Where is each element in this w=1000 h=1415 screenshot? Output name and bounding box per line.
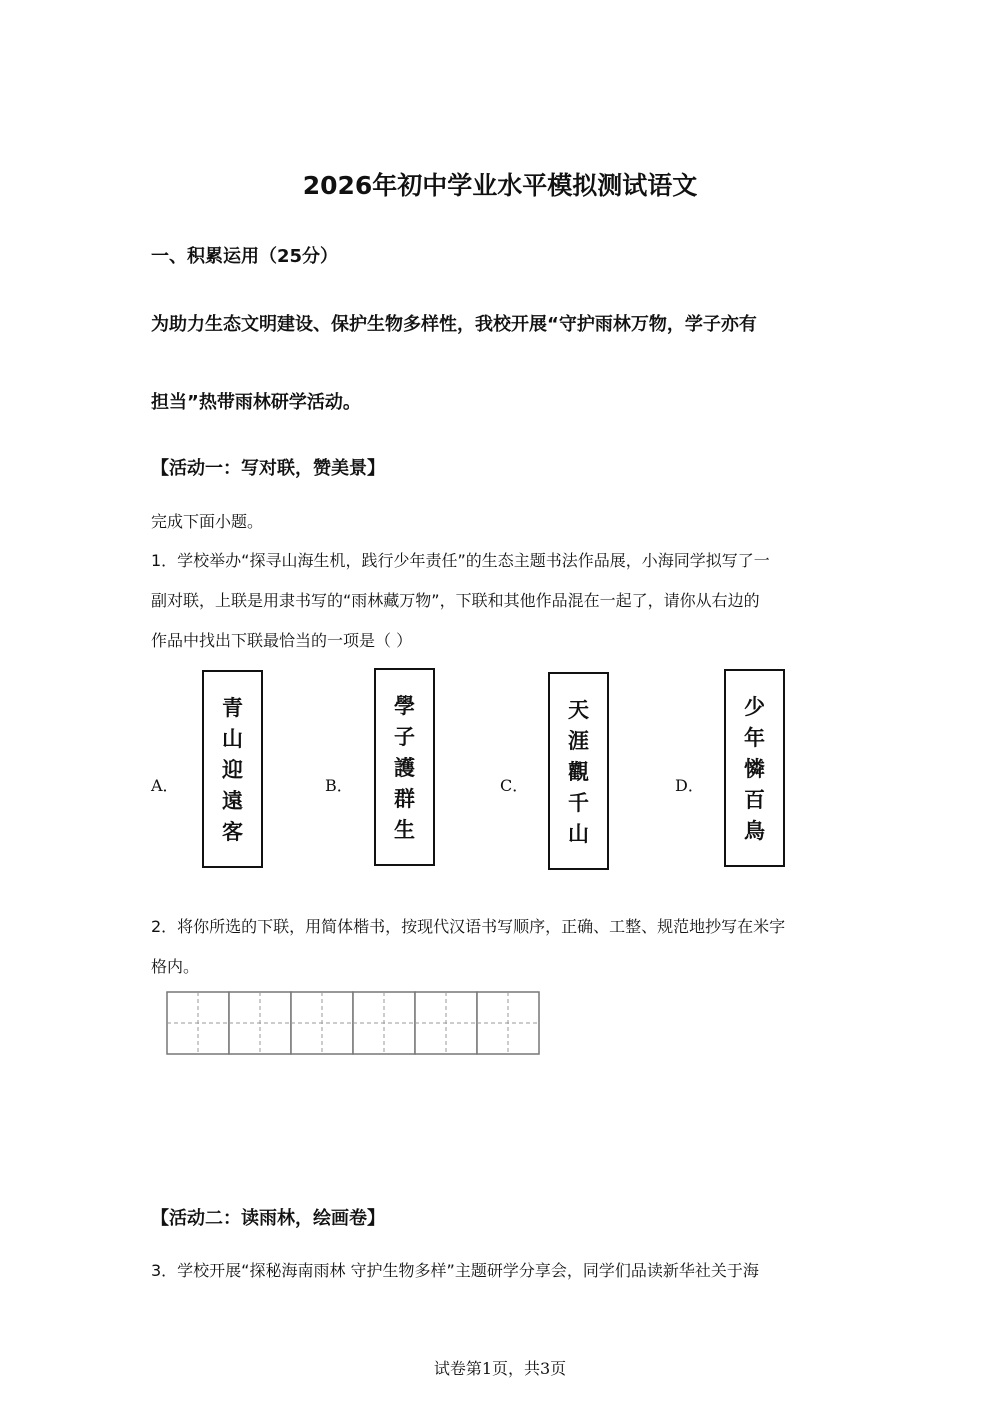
grid-cell[interactable] [353, 992, 415, 1054]
option-c-label[interactable]: C． [500, 776, 529, 795]
activity-two-heading: 【活动二：读雨林，绘画卷】 [151, 1208, 385, 1229]
instruction-text: 完成下面小题。 [151, 512, 264, 531]
mizige-grid[interactable] [166, 991, 540, 1055]
intro-line-2: 担当”热带雨林研学活动。 [151, 392, 361, 413]
scroll-char: 年 [744, 724, 765, 750]
question-2-line-1: 2．将你所选的下联，用简体楷书，按现代汉语书写顺序，正确、工整、规范地抄写在米字 [151, 917, 786, 936]
scroll-char: 迎 [222, 756, 243, 782]
scroll-char: 憐 [744, 755, 765, 781]
scroll-char: 鳥 [744, 817, 765, 843]
intro-line-1: 为助力生态文明建设、保护生物多样性，我校开展“守护雨林万物，学子亦有 [151, 314, 757, 335]
scroll-char: 山 [222, 725, 243, 751]
grid-cell[interactable] [291, 992, 353, 1054]
scroll-char: 群 [394, 785, 415, 811]
scroll-char: 護 [394, 754, 415, 780]
option-c-scroll[interactable] [548, 672, 609, 870]
scroll-char: 百 [744, 786, 765, 812]
scroll-char: 生 [394, 816, 415, 842]
option-d-scroll[interactable] [724, 669, 785, 867]
scroll-char: 山 [568, 820, 589, 846]
scroll-char: 學 [394, 692, 415, 718]
scroll-char: 遠 [222, 787, 243, 813]
grid-cell[interactable] [415, 992, 477, 1054]
section-heading: 一、积累运用（25分） [151, 246, 339, 267]
grid-cell[interactable] [229, 992, 291, 1054]
scroll-char: 涯 [568, 727, 589, 753]
grid-cell[interactable] [167, 992, 229, 1054]
scroll-char: 青 [222, 694, 243, 720]
option-d-label[interactable]: D． [675, 776, 704, 795]
question-1-line-3: 作品中找出下联最恰当的一项是（ ） [151, 631, 413, 650]
page-title: 2026年初中学业水平模拟测试语文 [302, 171, 698, 200]
scroll-char: 子 [394, 723, 415, 749]
scroll-char: 少 [744, 693, 765, 719]
option-a-label[interactable]: A． [151, 776, 179, 795]
option-b-scroll[interactable] [374, 668, 435, 866]
option-b-label[interactable]: B． [325, 776, 353, 795]
scroll-char: 天 [568, 696, 589, 722]
scroll-char: 千 [568, 789, 589, 815]
page-footer: 试卷第1页，共3页 [433, 1359, 567, 1378]
question-1-line-1: 1．学校举办“探寻山海生机，践行少年责任”的生态主题书法作品展，小海同学拟写了一 [151, 551, 770, 570]
question-3-line-1: 3．学校开展“探秘海南雨林 守护生物多样”主题研学分享会，同学们品读新华社关于海 [151, 1261, 759, 1280]
scroll-char: 觀 [568, 758, 589, 784]
question-1-line-2: 副对联，上联是用隶书写的“雨林藏万物”，下联和其他作品混在一起了，请你从右边的 [151, 591, 760, 610]
option-a-scroll[interactable] [202, 670, 263, 868]
grid-cell[interactable] [477, 992, 539, 1054]
scroll-char: 客 [222, 818, 243, 844]
activity-one-heading: 【活动一：写对联，赞美景】 [151, 458, 385, 479]
question-2-line-2: 格内。 [151, 957, 200, 976]
